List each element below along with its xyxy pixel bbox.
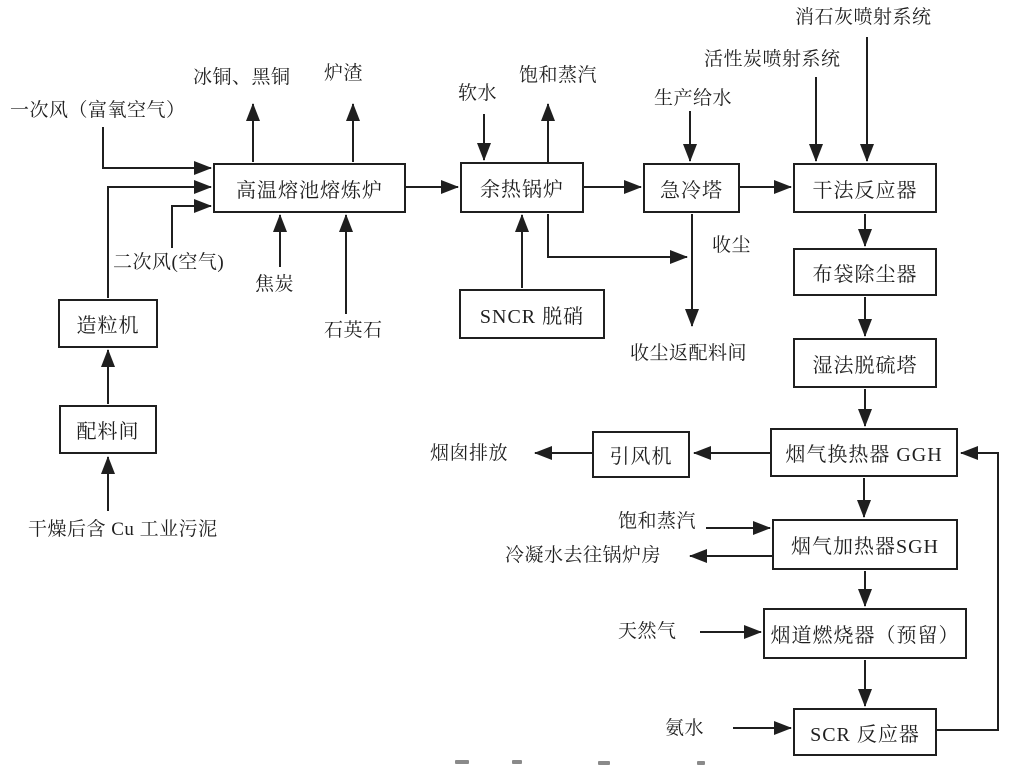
box-granulator-label: 造粒机 bbox=[76, 315, 140, 337]
box-ggh-label: 烟气换热器 GGH bbox=[785, 444, 943, 466]
label-production-feed-water: 生产给水 bbox=[654, 88, 733, 109]
box-dry-reactor-label: 干法反应器 bbox=[812, 179, 918, 202]
label-stack-emission: 烟囱排放 bbox=[430, 443, 509, 464]
box-waste-heat-boiler-label: 余热锅炉 bbox=[480, 179, 564, 201]
box-sncr bbox=[459, 289, 605, 339]
arrow-secondary-air-to-furnace bbox=[172, 206, 211, 248]
label-primary-air: 一次风（富氧空气） bbox=[10, 100, 186, 121]
box-sgh bbox=[772, 519, 958, 570]
box-bag-filter-label: 布袋除尘器 bbox=[812, 263, 918, 286]
box-scr-reactor-label: SCR 反应器 bbox=[810, 723, 920, 746]
label-saturated-steam-sgh: 饱和蒸汽 bbox=[618, 511, 697, 532]
arrow-scr-to-ggh bbox=[937, 453, 998, 730]
label-coke: 焦炭 bbox=[255, 274, 295, 295]
label-matte-black-copper: 冰铜、黑铜 bbox=[193, 67, 291, 88]
box-batching-room bbox=[59, 405, 157, 454]
label-dust-collection: 收尘 bbox=[712, 235, 752, 256]
box-batching-room-label: 配料间 bbox=[76, 421, 140, 443]
box-waste-heat-boiler bbox=[460, 162, 584, 213]
box-bag-filter bbox=[793, 248, 937, 296]
label-ammonia-water: 氨水 bbox=[665, 718, 705, 739]
arrow-primary-air-to-furnace bbox=[103, 127, 211, 168]
box-duct-burner-label: 烟道燃烧器（预留） bbox=[770, 625, 960, 647]
label-soft-water: 软水 bbox=[458, 83, 498, 104]
arrow-granulator-to-furnace bbox=[108, 187, 211, 298]
label-dried-cu-sludge: 干燥后含 Cu 工业污泥 bbox=[28, 519, 218, 540]
box-sgh-label: 烟气加热器SGH bbox=[790, 536, 939, 558]
box-id-fan bbox=[592, 431, 690, 478]
arrow-boiler-dust-to-dustline bbox=[548, 214, 687, 257]
box-smelting-furnace bbox=[213, 163, 406, 213]
label-activated-carbon-injection: 活性炭喷射系统 bbox=[704, 49, 841, 70]
label-slaked-lime-injection: 消石灰喷射系统 bbox=[795, 7, 932, 28]
box-wet-desulfurization-tower-label: 湿法脱硫塔 bbox=[812, 354, 918, 377]
box-quench-tower-label: 急冷塔 bbox=[660, 179, 723, 202]
label-secondary-air: 二次风(空气) bbox=[113, 252, 225, 273]
box-quench-tower bbox=[643, 163, 740, 213]
label-saturated-steam-boiler: 饱和蒸汽 bbox=[519, 65, 598, 86]
box-scr-reactor bbox=[793, 708, 937, 756]
label-condensate-to-boiler-house: 冷凝水去往锅炉房 bbox=[505, 545, 662, 566]
box-wet-desulfurization-tower bbox=[793, 338, 937, 388]
box-sncr-label: SNCR 脱硝 bbox=[479, 305, 585, 328]
label-slag: 炉渣 bbox=[324, 63, 364, 84]
box-granulator bbox=[58, 299, 158, 348]
label-dust-return-to-batching: 收尘返配料间 bbox=[630, 343, 748, 364]
box-duct-burner bbox=[763, 608, 967, 659]
box-dry-reactor bbox=[793, 163, 937, 213]
box-smelting-furnace-label: 高温熔池熔炼炉 bbox=[236, 179, 383, 202]
box-id-fan-label: 引风机 bbox=[609, 446, 673, 468]
label-quartz: 石英石 bbox=[324, 320, 383, 341]
box-ggh bbox=[770, 428, 958, 477]
label-natural-gas: 天然气 bbox=[618, 621, 677, 642]
